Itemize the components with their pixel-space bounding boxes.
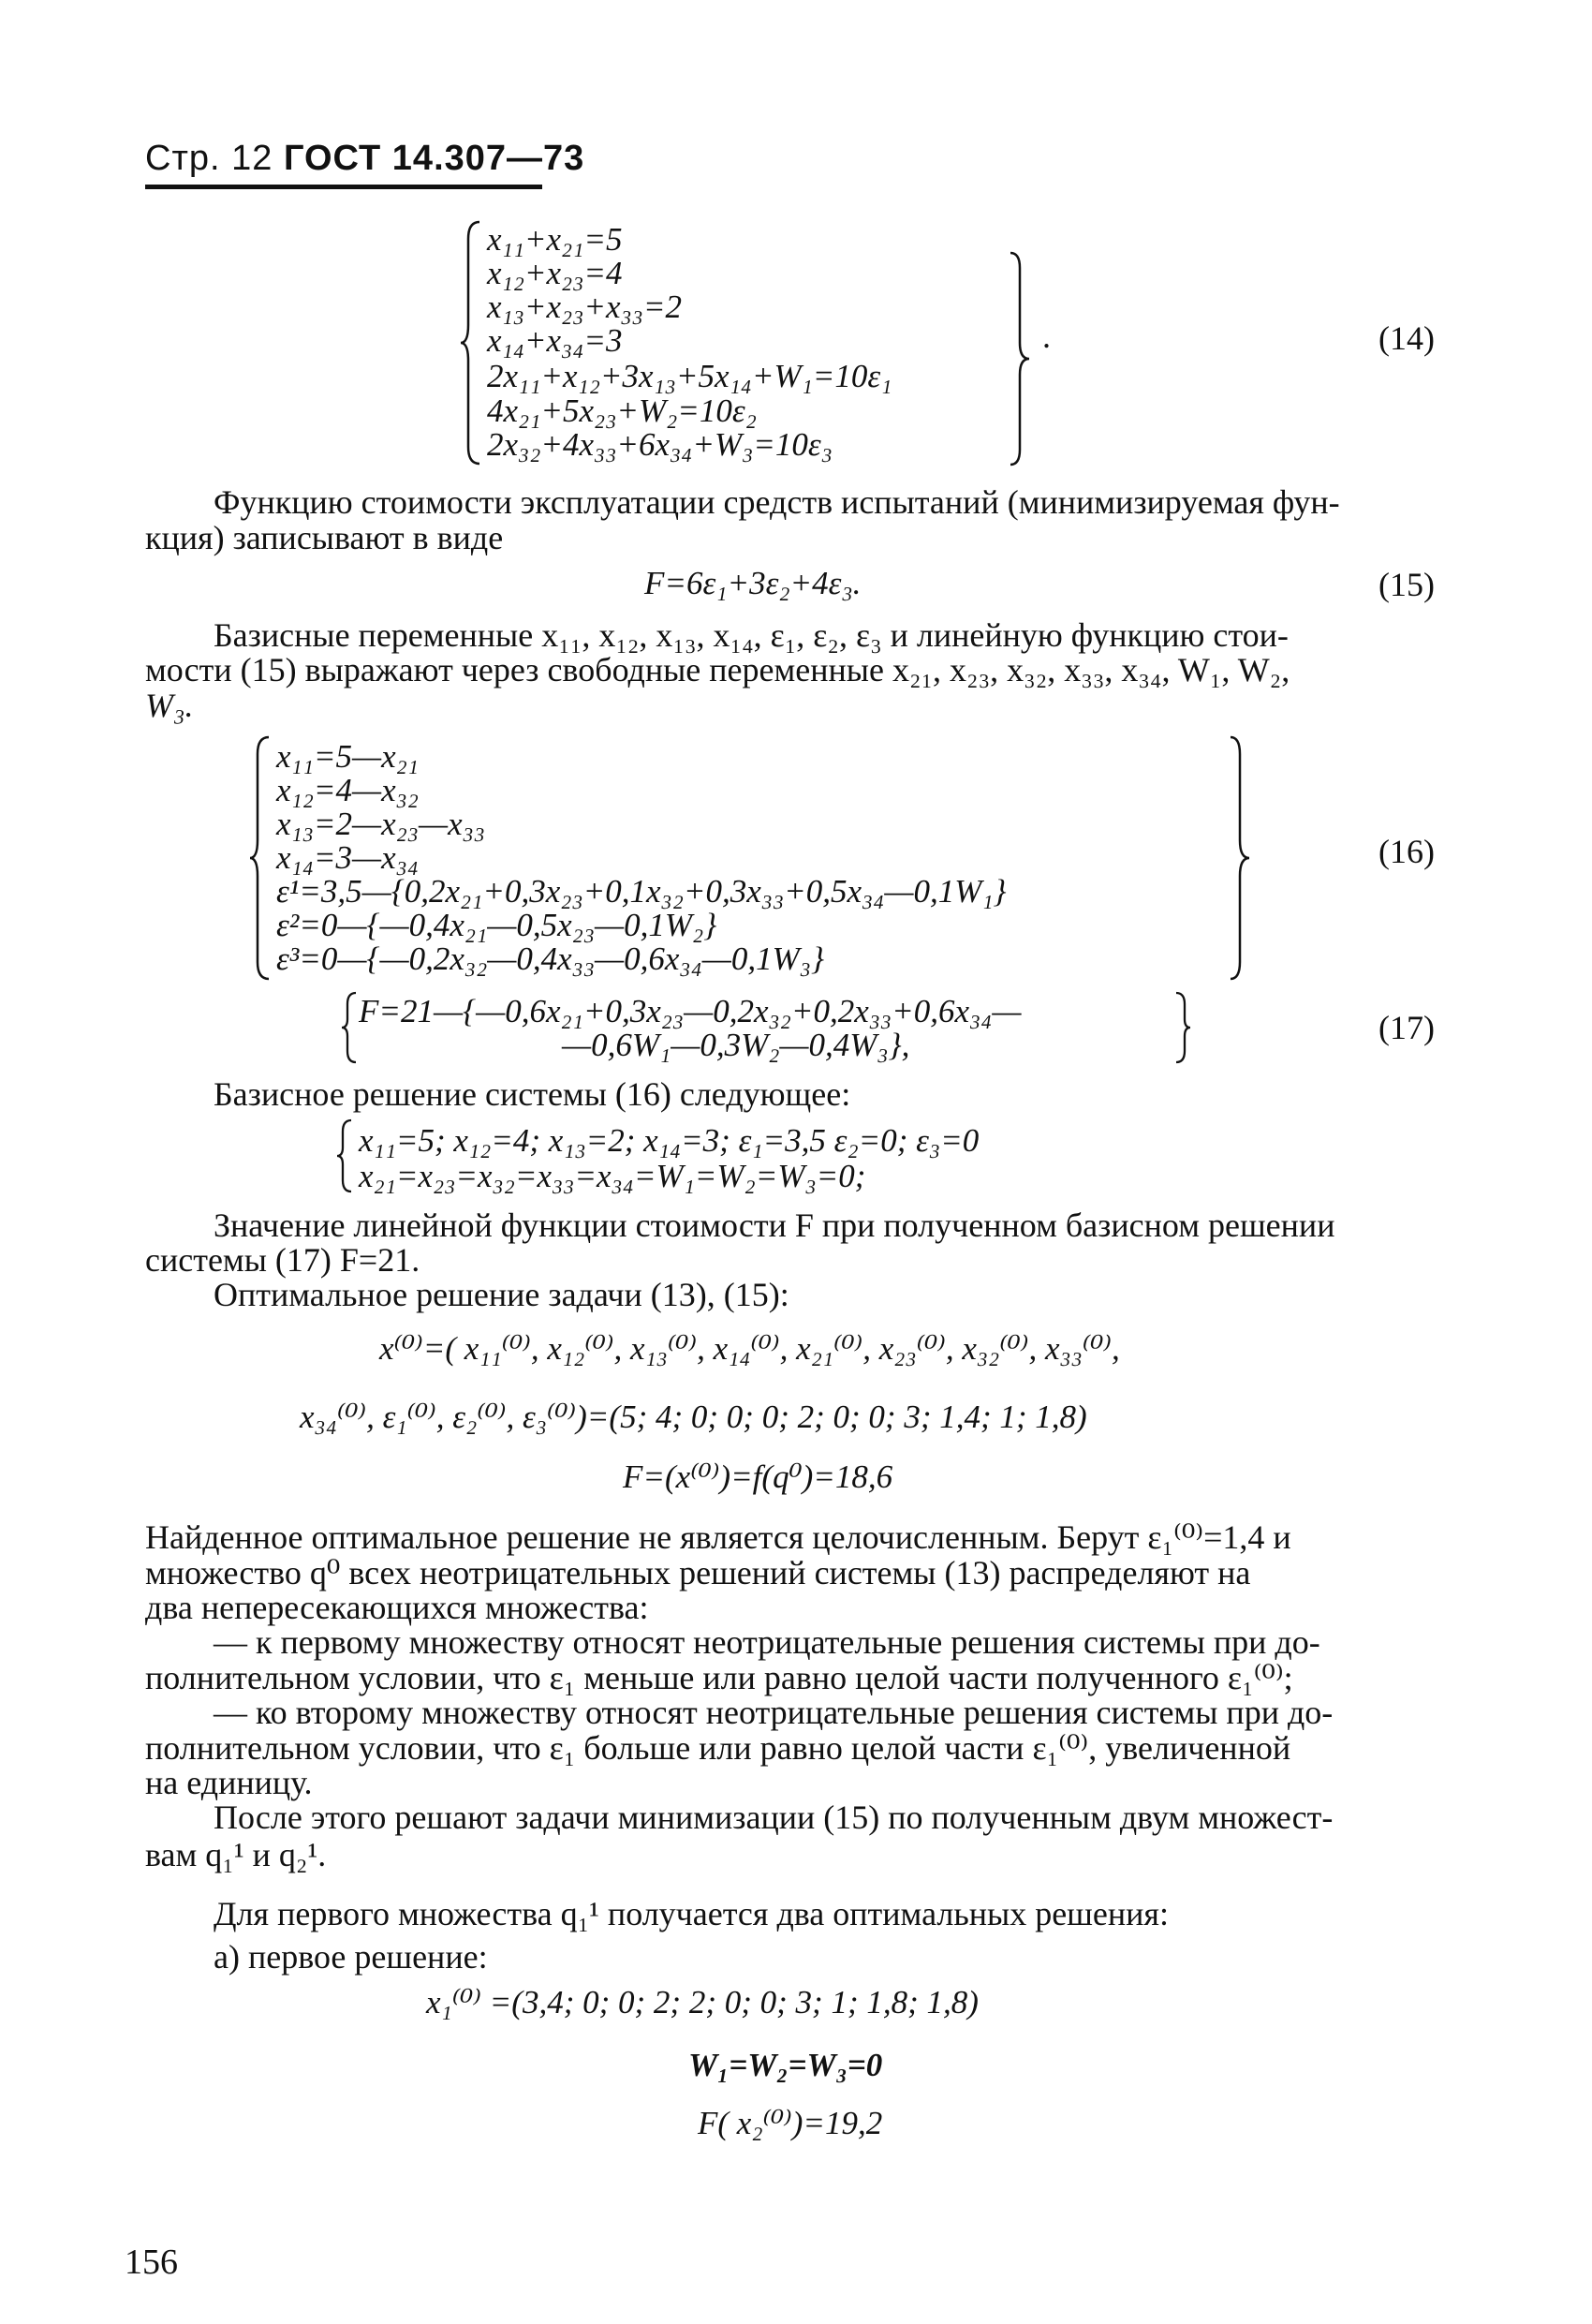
paragraph-cost-line-2: кция) записывают в виде (145, 519, 504, 556)
paragraph-basis-line-1: Базисные переменные x₁₁, x₁₂, x₁₃, x₁₄, ε₁, ε₂, ε₃ и линейную функцию стои- (214, 616, 1289, 654)
solution-a-line-2: W₁=W₂=W₃=0 (688, 2047, 883, 2083)
subheading-a: а) первое решение: (214, 1938, 488, 1976)
equation-number-15: (15) (1378, 566, 1435, 603)
basic-solution-line-2: x₂₁=x₂₃=x₃₂=x₃₃=x₃₄=W₁=W₂=W₃=0; (359, 1158, 866, 1194)
system-16-line: x₁₃=2—x₂₃—x₃₃ (276, 806, 485, 842)
system-14-line: 4x₂₁+5x₂₃+W₂=10ε₂ (487, 392, 757, 429)
system-16-line: x₁₂=4—x₃₂ (276, 772, 419, 808)
system-14-left-brace (459, 220, 483, 466)
page-header (145, 139, 584, 179)
page-number: 156 (125, 2243, 178, 2282)
paragraph-found-line-3: два непересекающихся множества: (145, 1589, 649, 1626)
system-14-line: x₁₃+x₂₃+x₃₃=2 (487, 289, 682, 325)
bullet-2-line-3: на единицу. (145, 1764, 313, 1801)
system-16-line: x₁₁=5—x₂₁ (276, 738, 419, 775)
paragraph-cost-line-1: Функцию стоимости эксплуатации средств испытаний (минимизируемая фун- (214, 483, 1340, 521)
equation-number-16: (16) (1378, 833, 1435, 870)
equation-number-14: (14) (1378, 319, 1435, 357)
equation-17-line-2: —0,6W₁—0,3W₂—0,4W₃}, (562, 1027, 910, 1063)
system-16-line: x₁₄=3—x₃₄ (276, 839, 419, 876)
system-14-line: 2x₃₂+4x₃₃+6x₃₄+W₃=10ε₃ (487, 426, 833, 463)
optimal-solution-line-2: x₃₄⁽⁰⁾, ε₁⁽⁰⁾, ε₂⁽⁰⁾, ε₃⁽⁰⁾)=(5; 4; 0; 0; 0; 2; 0; 0; 3; 1,4; 1; 1,8) (300, 1399, 1087, 1435)
system-14-line: x₁₁+x₂₁=5 (487, 221, 623, 258)
paragraph-first-set: Для первого множества q₁¹ получается два оптимальных решения: (214, 1895, 1169, 1932)
system-16-line: ε³=0—{—0,2x₃₂—0,4x₃₃—0,6x₃₄—0,1W₃} (276, 940, 824, 977)
paragraph-found-line-2: множество q⁰ всех неотрицательных решений системы (13) распределяют на (145, 1554, 1251, 1591)
system-16-left-brace (248, 735, 273, 981)
system-14-dot: . (1042, 318, 1051, 355)
equation-17-left-brace (340, 991, 359, 1064)
system-14-line: x₁₄+x₃₄=3 (487, 322, 623, 359)
paragraph-after-line-2: вам q₁¹ и q₂¹. (145, 1836, 327, 1873)
paragraph-found-line-1: Найденное оптимальное решение не является целочисленным. Берут ε₁⁽⁰⁾=1,4 и (145, 1518, 1291, 1556)
optimal-solution-line-3: F=(x⁽⁰⁾)=f(q⁰)=18,6 (623, 1458, 893, 1495)
paragraph-basic-solution: Базисное решение системы (16) следующее: (214, 1075, 851, 1113)
paragraph-value-line-1: Значение линейной функции стоимости F при полученном базисном решении (214, 1206, 1335, 1244)
bullet-1-line-1: — к первому множеству относят неотрицательные решения системы при до- (214, 1623, 1320, 1661)
paragraph-after-line-1: После этого решают задачи минимизации (15) по полученным двум множест- (214, 1799, 1334, 1836)
optimal-solution-line-1: x⁽⁰⁾=( x₁₁⁽⁰⁾, x₁₂⁽⁰⁾, x₁₃⁽⁰⁾, x₁₄⁽⁰⁾, x₂₁⁽⁰⁾, x₂₃⁽⁰⁾, x₃₂⁽⁰⁾, x₃₃⁽⁰⁾, (379, 1330, 1120, 1367)
basic-solution-brace (335, 1118, 354, 1193)
equation-15: F=6ε₁+3ε₂+4ε₃. (644, 565, 862, 601)
standard-code: ГОСТ 14.307—73 (283, 139, 585, 178)
equation-17-line-1: F=21—{—0,6x₂₁+0,3x₂₃—0,2x₃₂+0,2x₃₃+0,6x₃₄— (359, 993, 1022, 1029)
paragraph-basis-line-2: мости (15) выражают через свободные переменные x₂₁, x₂₃, x₃₂, x₃₃, x₃₄, W₁, W₂, (145, 651, 1290, 688)
equation-number-17: (17) (1378, 1009, 1435, 1046)
page-label: Стр. 12 (145, 139, 273, 178)
system-14-line: 2x₁₁+x₁₂+3x₁₃+5x₁₄+W₁=10ε₁ (487, 358, 892, 394)
system-16-line: ε²=0—{—0,4x₂₁—0,5x₂₃—0,1W₂} (276, 907, 717, 943)
bullet-2-line-2: полнительном условии, что ε₁ больше или равно целой части ε₁⁽⁰⁾, увеличенной (145, 1729, 1291, 1767)
bullet-1-line-2: полнительном условии, что ε₁ меньше или равно целой части полученного ε₁⁽⁰⁾; (145, 1659, 1293, 1696)
system-14-line: x₁₂+x₂₃=4 (487, 255, 623, 291)
paragraph-basis-line-3: W₃. (145, 687, 194, 724)
system-14-right-brace (1007, 251, 1031, 466)
solution-a-line-1: x₁⁽⁰⁾ =(3,4; 0; 0; 2; 2; 0; 0; 3; 1; 1,8; 1,8) (426, 1984, 979, 2021)
paragraph-optimal: Оптимальное решение задачи (13), (15): (214, 1276, 789, 1313)
paragraph-value-line-2: системы (17) F=21. (145, 1241, 420, 1279)
equation-17-right-brace (1173, 991, 1192, 1064)
header-rule (145, 185, 542, 189)
system-16-line: ε¹=3,5—{0,2x₂₁+0,3x₂₃+0,1x₃₂+0,3x₃₃+0,5x₃₄—0,1W₁} (276, 873, 1007, 910)
bullet-2-line-1: — ко второму множеству относят неотрицательные решения системы при до- (214, 1694, 1334, 1731)
solution-a-line-3: F( x₂⁽⁰⁾)=19,2 (698, 2105, 883, 2141)
system-16-right-brace (1227, 735, 1251, 981)
basic-solution-line-1: x₁₁=5; x₁₂=4; x₁₃=2; x₁₄=3; ε₁=3,5 ε₂=0; ε₃=0 (359, 1122, 980, 1159)
